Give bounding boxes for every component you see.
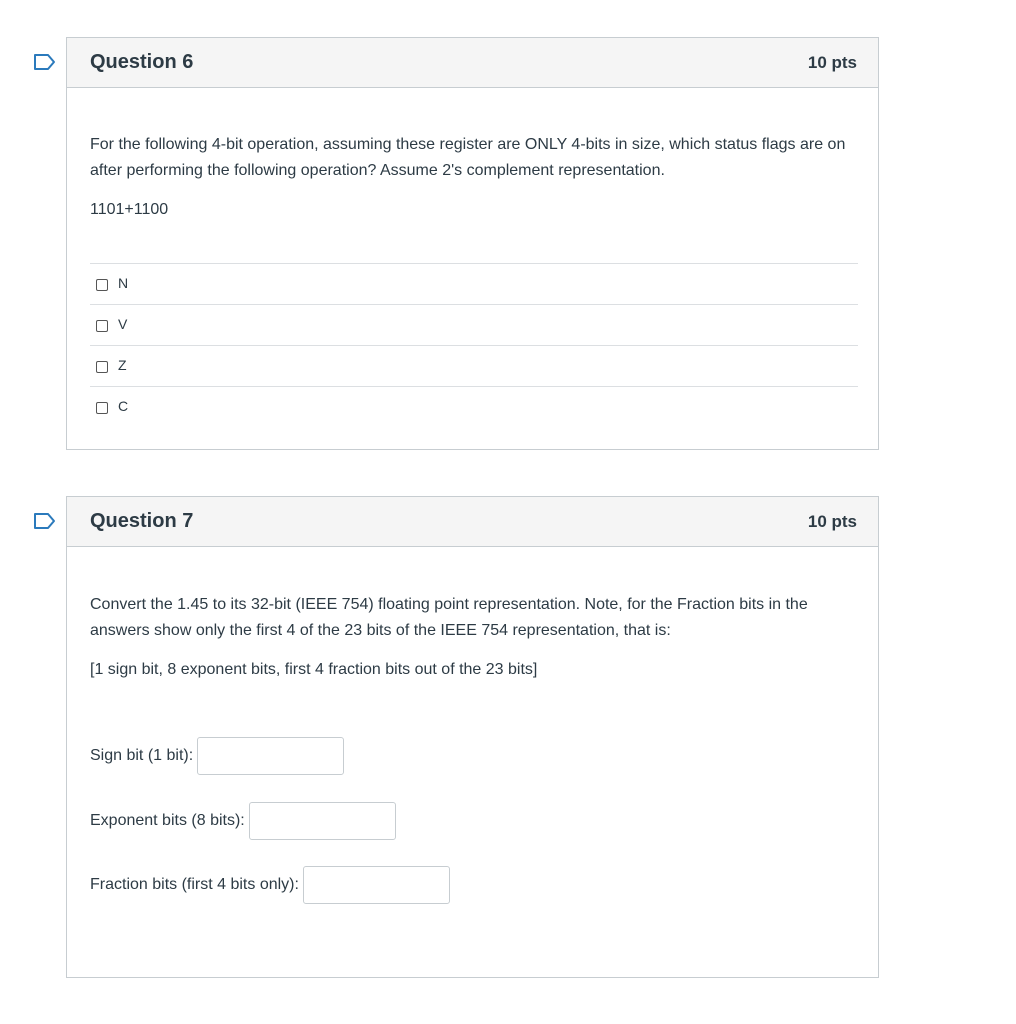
answer-label: Z [118,357,127,373]
question-header [67,38,878,88]
question-points: 10 pts [807,512,857,531]
flag-question-icon[interactable] [33,512,57,530]
question-title: Question 7 [90,510,194,532]
sign-bit-row [90,736,344,776]
question-text: For the following 4-bit operation, assuming these register are ONLY 4-bits in size, which status flags are on after performing the following operation? Assume 2's complement representation. [90,136,846,179]
sign-bit-input[interactable] [197,737,344,775]
question-header [67,497,878,547]
question-7-card [66,496,879,978]
question-text: Convert the 1.45 to its 32-bit (IEEE 754) floating point representation. Note, for the Fraction bits in the answers show only the first 4 of the 23 bits of the IEEE 754 representation, that is: [90,596,808,639]
flag-question-icon[interactable] [33,53,57,71]
answer-label: C [118,398,129,414]
exponent-bits-row [90,801,396,841]
fraction-bits-input[interactable] [303,866,450,904]
answer-label: V [118,316,128,332]
question-format: [1 sign bit, 8 exponent bits, first 4 fraction bits out of the 23 bits] [90,661,538,678]
answer-option-n[interactable] [90,263,858,304]
checkbox-icon[interactable] [96,279,108,291]
answer-option-c[interactable] [90,386,858,427]
question-title: Question 6 [90,51,194,73]
checkbox-icon[interactable] [96,320,108,332]
fraction-bits-label: Fraction bits (first 4 bits only): [90,876,299,893]
checkbox-icon[interactable] [96,402,108,414]
question-6-card [66,37,879,450]
question-points: 10 pts [807,53,857,72]
exponent-bits-input[interactable] [249,802,396,840]
exponent-bits-label: Exponent bits (8 bits): [90,812,245,829]
sign-bit-label: Sign bit (1 bit): [90,747,194,764]
answer-option-v[interactable] [90,304,858,345]
answer-option-z[interactable] [90,345,858,386]
answer-label: N [118,275,129,291]
question-operation: 1101+1100 [90,201,169,218]
answer-list [90,263,858,427]
checkbox-icon[interactable] [96,361,108,373]
fraction-bits-row [90,865,450,905]
